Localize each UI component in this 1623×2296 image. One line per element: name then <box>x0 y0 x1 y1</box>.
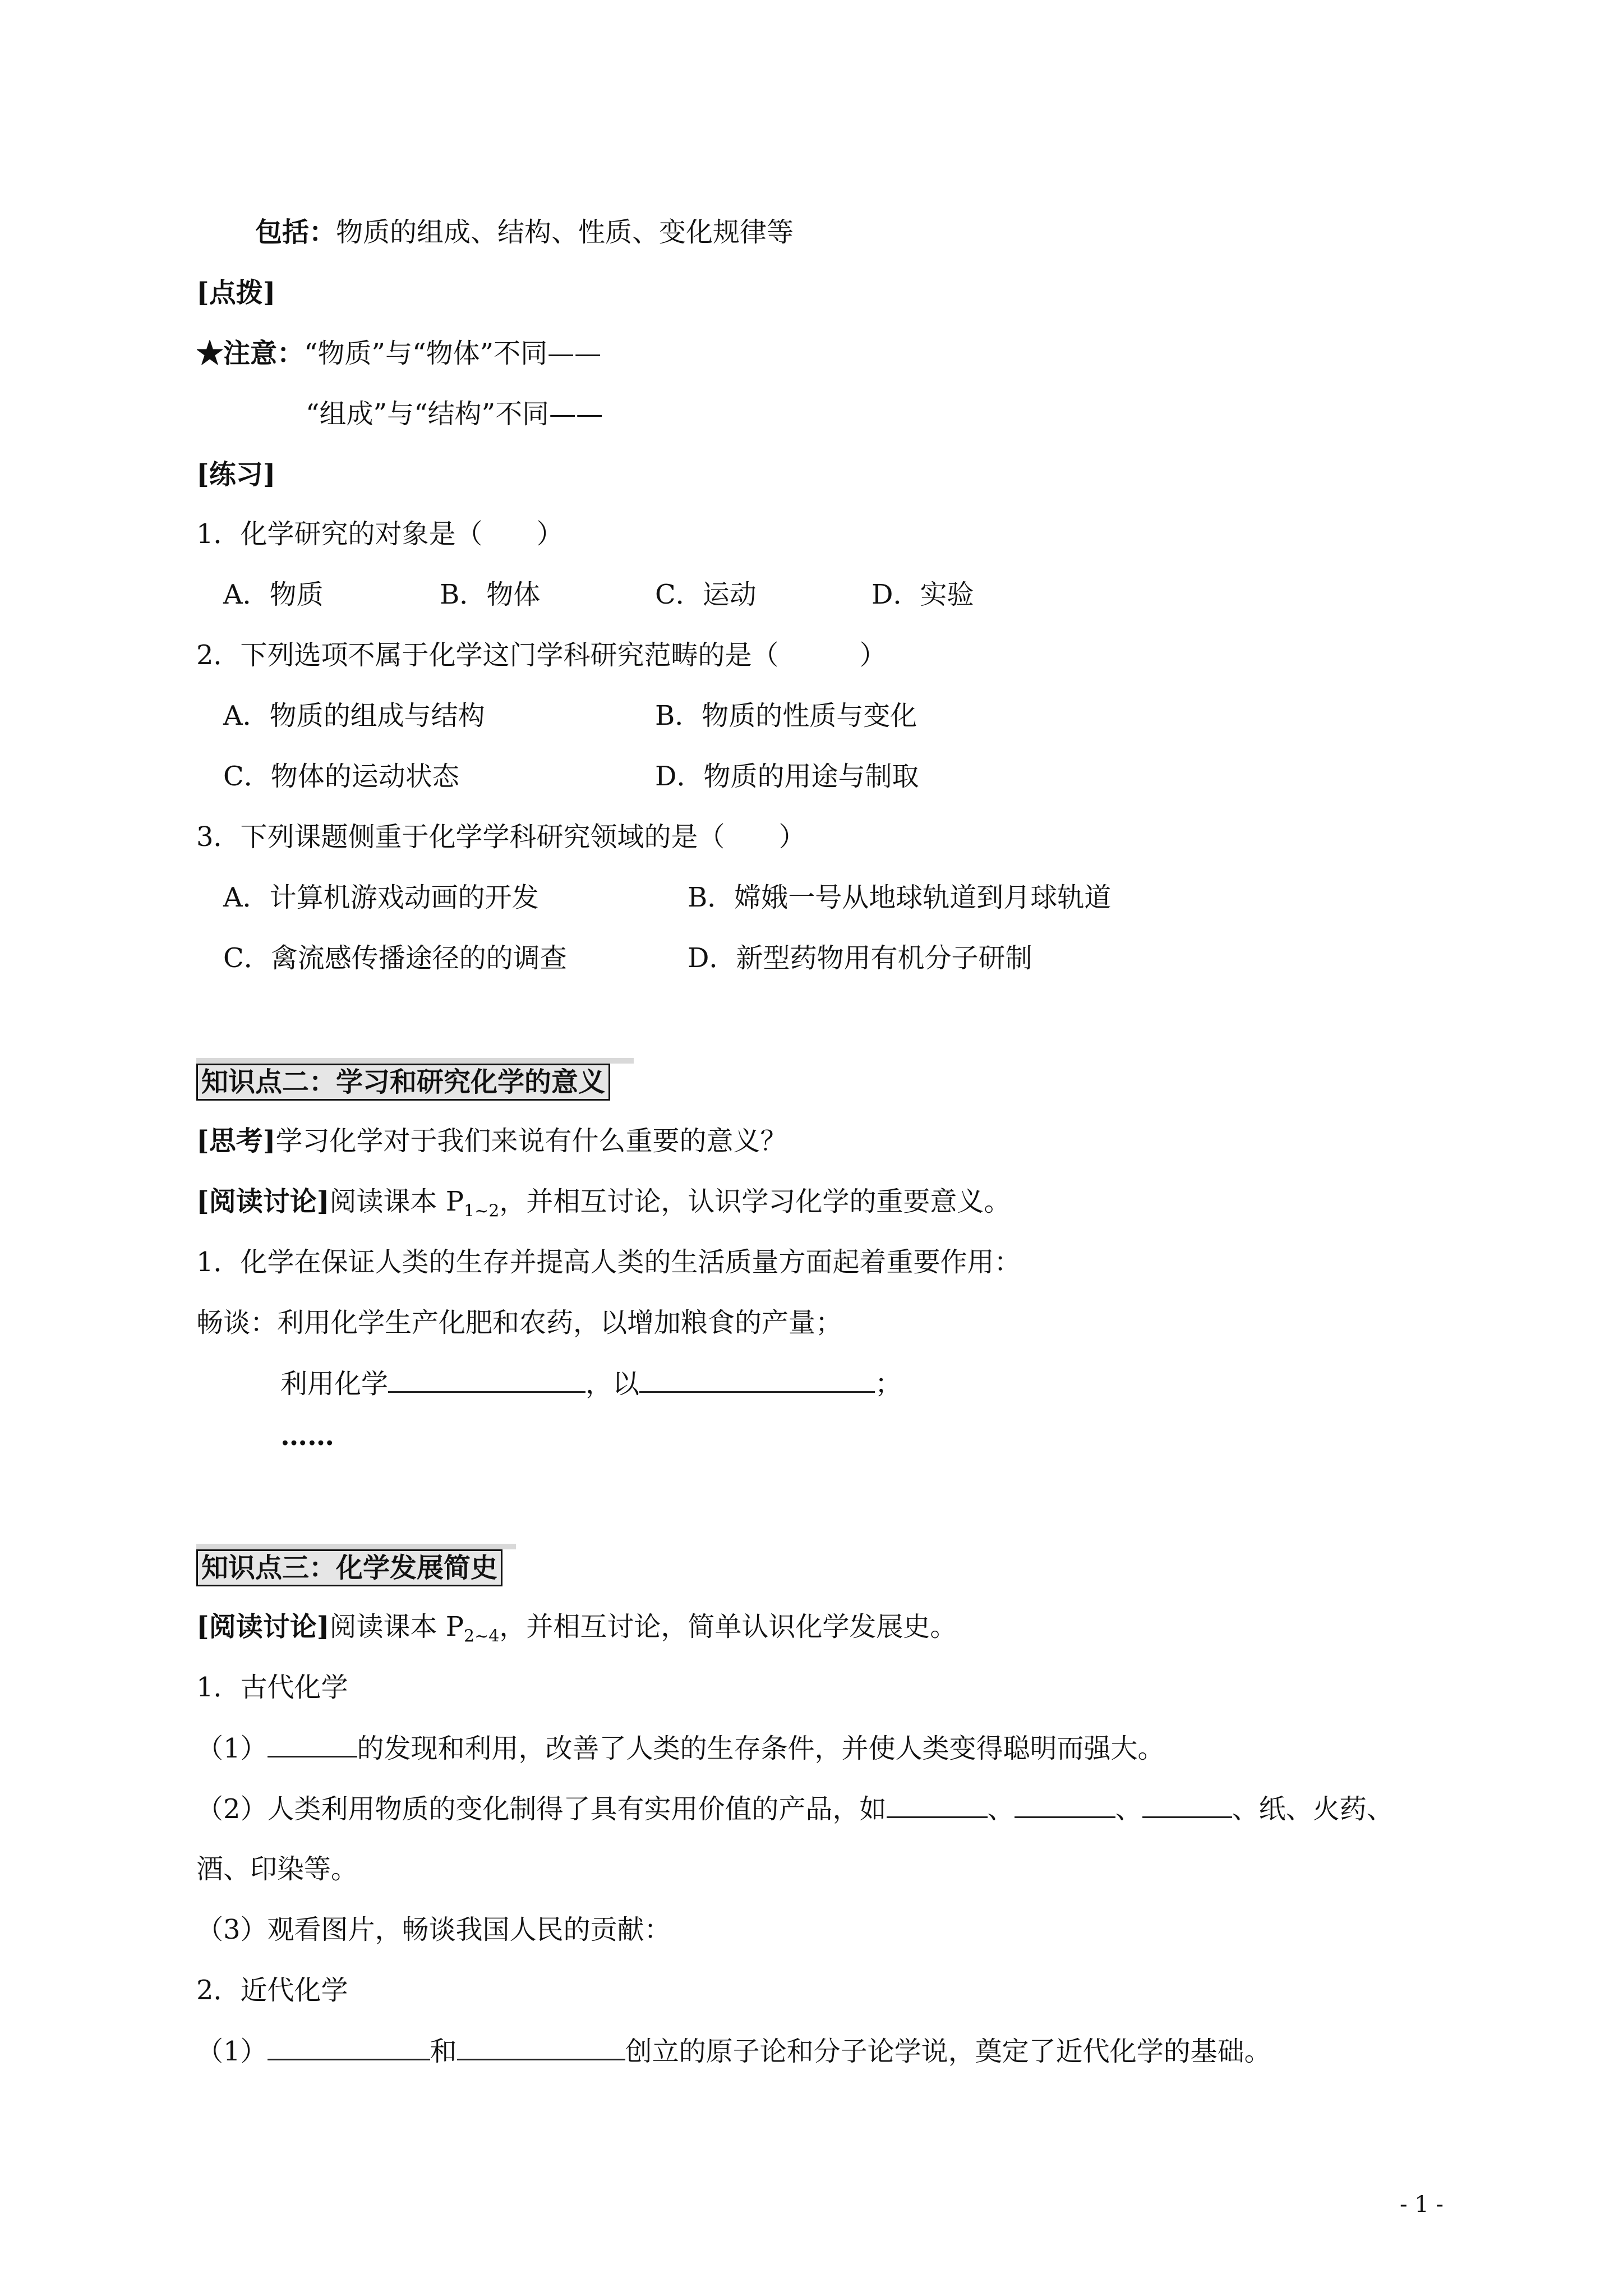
a2-sep-2: 、 <box>1115 1793 1142 1825</box>
read-label-3: [阅读讨论] <box>196 1611 330 1642</box>
fill-mid: ，以 <box>585 1368 640 1400</box>
read-sub1-3: 2 <box>464 1626 475 1646</box>
ellipsis: …… <box>280 1420 334 1452</box>
tip-heading: [点拨] <box>196 277 276 309</box>
a1-blank[interactable] <box>268 1731 357 1757</box>
heading-shade <box>196 1058 634 1064</box>
question-3-option-d: D．新型药物用有机分子研制 <box>688 942 1032 974</box>
m1-blank-1[interactable] <box>268 2034 430 2060</box>
note-text-1: “物质”与“物体”不同—— <box>304 338 602 369</box>
a2-post: 、纸、火药、 <box>1232 1793 1394 1825</box>
a1-pre: （1） <box>196 1733 268 1764</box>
question-3-option-a: A．计算机游戏动画的开发 <box>223 882 539 913</box>
chat-label: 畅谈： <box>196 1307 278 1338</box>
fill-blank-1[interactable] <box>388 1366 585 1393</box>
note-line-1 <box>196 337 601 370</box>
fill-pre: 利用化学 <box>280 1368 389 1400</box>
question-2-option-d: D．物质的用途与制取 <box>655 761 919 792</box>
practice-heading: [练习] <box>196 459 276 490</box>
question-1-stem: 1．化学研究的对象是（ ） <box>196 518 564 550</box>
think-text: 学习化学对于我们来说有什么重要的意义？ <box>275 1125 787 1157</box>
read-sub1-2: 1 <box>464 1201 475 1221</box>
ancient-item-3: （3）观看图片，畅谈我国人民的贡献： <box>196 1914 671 1945</box>
m1-mid: 和 <box>430 2036 457 2067</box>
read-text-pre-3: 阅读课本 P <box>329 1611 464 1642</box>
include-text: 物质的组成、结构、性质、变化规律等 <box>336 217 794 248</box>
read-line-2 <box>196 1185 1011 1228</box>
think-label: [思考] <box>196 1125 276 1157</box>
modern-item-1 <box>196 2034 1271 2068</box>
question-1-option-d: D．实验 <box>872 579 974 610</box>
question-2-option-a: A．物质的组成与结构 <box>223 700 485 731</box>
m1-blank-2[interactable] <box>457 2034 625 2060</box>
page-number: - 1 - <box>1400 2192 1444 2217</box>
section-2-title: 知识点二：学习和研究化学的意义 <box>196 1064 610 1101</box>
question-3-option-b: B．嫦娥一号从地球轨道到月球轨道 <box>688 882 1112 913</box>
ancient-item-2-cont: 酒、印染等。 <box>196 1853 358 1885</box>
modern-title: 2．近代化学 <box>196 1975 348 2006</box>
read-text-post-2: ，并相互讨论，认识学习化学的重要意义。 <box>499 1186 1011 1217</box>
a2-sep-1: 、 <box>987 1793 1015 1825</box>
section-2-point-1: 1．化学在保证人类的生存并提高人类的生活质量方面起着重要作用： <box>196 1246 1021 1278</box>
m1-pre: （1） <box>196 2036 268 2067</box>
question-3-option-c: C．禽流感传播途径的的调查 <box>223 942 567 974</box>
chat-line <box>196 1306 842 1340</box>
ancient-item-1 <box>196 1731 1165 1765</box>
read-label-2: [阅读讨论] <box>196 1186 330 1217</box>
read-text-pre-2: 阅读课本 P <box>329 1186 464 1217</box>
question-2-option-b: B．物质的性质与变化 <box>655 700 917 731</box>
fill-end: ； <box>875 1368 902 1400</box>
a2-blank-3[interactable] <box>1142 1792 1232 1818</box>
a2-blank-1[interactable] <box>887 1792 988 1818</box>
read-sep-3: ~ <box>474 1626 489 1646</box>
question-1-option-b: B．物体 <box>440 579 541 610</box>
a1-post: 的发现和利用，改善了人类的生存条件，并使人类变得聪明而强大。 <box>357 1733 1165 1764</box>
heading-shade <box>196 1544 516 1549</box>
a2-pre: （2）人类利用物质的变化制得了具有实用价值的产品，如 <box>196 1793 887 1825</box>
note-line-2: “组成”与“结构”不同—— <box>306 398 603 430</box>
question-1-option-a: A．物质 <box>223 579 324 610</box>
question-3-stem: 3．下列课题侧重于化学学科研究领域的是（ ） <box>196 821 806 853</box>
note-label: ★注意： <box>196 338 305 369</box>
question-2-option-c: C．物体的运动状态 <box>223 761 459 792</box>
think-line <box>196 1124 787 1158</box>
section-3-title: 知识点三：化学发展简史 <box>196 1549 502 1586</box>
read-sub2-3: 4 <box>488 1626 500 1646</box>
question-1-option-c: C．运动 <box>655 579 757 610</box>
ancient-item-2 <box>196 1792 1394 1826</box>
read-sep-2: ~ <box>474 1201 489 1221</box>
fill-line <box>280 1366 902 1401</box>
fill-blank-2[interactable] <box>639 1366 875 1393</box>
include-label: 包括： <box>255 217 336 248</box>
a2-blank-2[interactable] <box>1015 1792 1115 1818</box>
m1-post: 创立的原子论和分子论学说，奠定了近代化学的基础。 <box>625 2036 1271 2067</box>
read-line-3 <box>196 1610 957 1654</box>
read-sub2-2: 2 <box>488 1201 500 1221</box>
chat-text: 利用化学生产化肥和农药，以增加粮食的产量； <box>277 1307 843 1338</box>
ancient-title: 1．古代化学 <box>196 1672 348 1703</box>
question-2-stem: 2．下列选项不属于化学这门学科研究范畴的是（ ） <box>196 639 887 671</box>
read-text-post-3: ，并相互讨论，简单认识化学发展史。 <box>499 1611 957 1642</box>
intro-line <box>255 215 794 249</box>
